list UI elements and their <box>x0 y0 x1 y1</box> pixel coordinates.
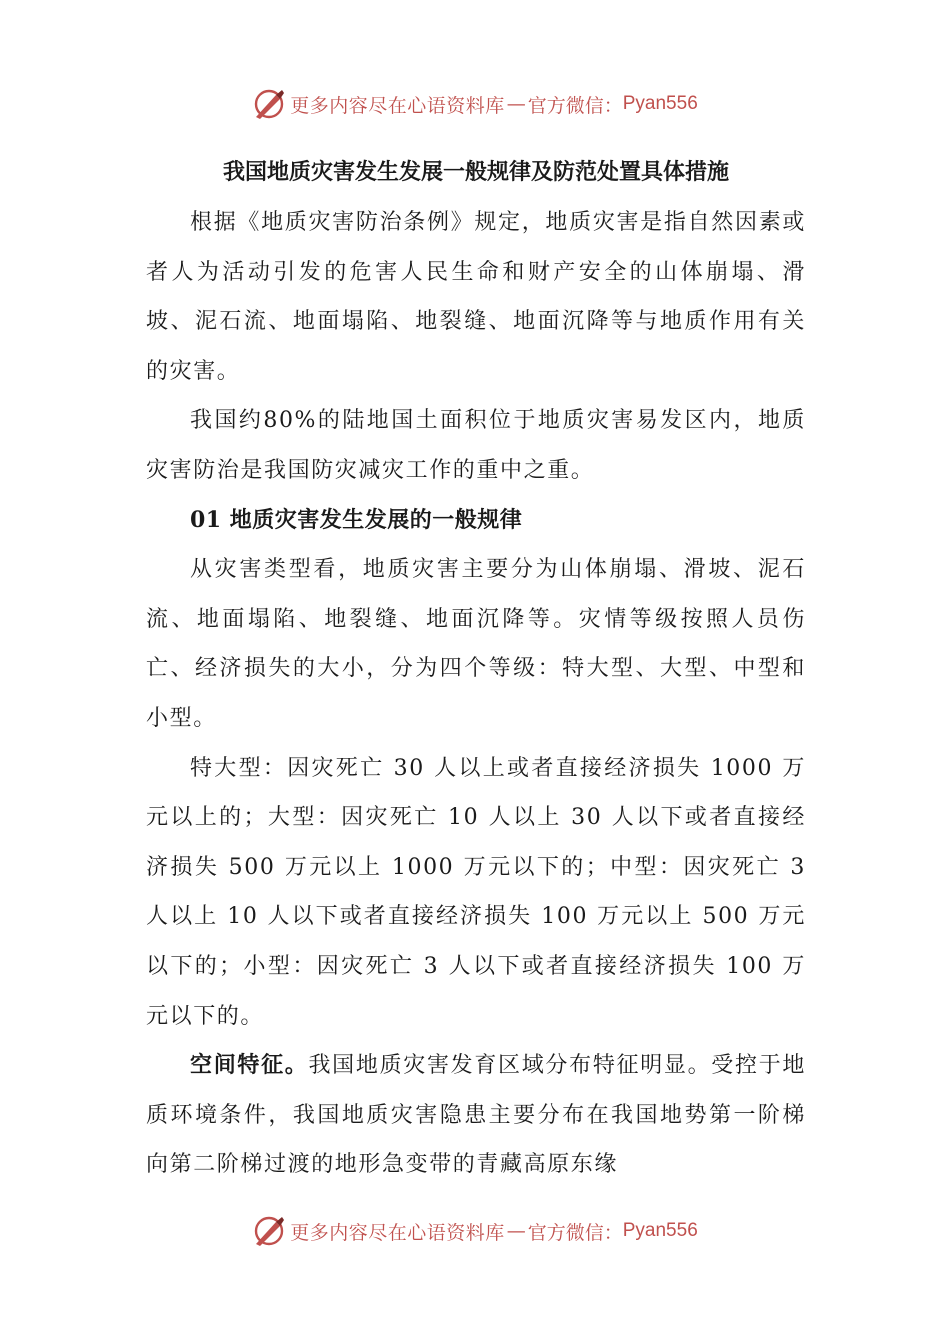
paragraph-disaster-grades: 特大型：因灾死亡 30 人以上或者直接经济损失 1000 万元以上的；大型：因灾死亡 10 人以上 30 人以下或者直接经济损失 500 万元以上 1000 万元以下的；中型：因灾死亡 3 人以上 10 人以下或者直接经济损失 100 万元以上 500 万元以下的；小型：因灾死亡 3 人以下或者直接经济损失 100 万元以下的。 <box>146 755 806 1029</box>
pen-nib-circle-icon <box>252 1214 286 1248</box>
footer-watermark <box>0 1211 950 1251</box>
paragraph-spatial-features <box>146 1041 806 1190</box>
paragraph-disaster-types: 从灾害类型看，地质灾害主要分为山体崩塌、滑坡、泥石流、地面塌陷、地裂缝、地面沉降等。灾情等级按照人员伤亡、经济损失的大小，分为四个等级：特大型、大型、中型和小型。 <box>146 557 806 731</box>
section-heading-01: 01 地质灾害发生发展的一般规律 <box>190 506 523 533</box>
header-watermark <box>0 84 950 124</box>
watermark-wechat-id: Pyan556 <box>622 1220 698 1241</box>
watermark-sub-text: 官方微信： <box>527 1221 623 1244</box>
spatial-features-lead: 空间特征。 <box>190 1052 309 1079</box>
watermark-separator: — <box>506 93 526 115</box>
watermark-separator: — <box>506 1220 526 1242</box>
document-body <box>146 150 806 1190</box>
watermark-sub-text: 官方微信： <box>527 94 623 117</box>
watermark-main-text: 更多内容尽在心语资料库 <box>290 94 505 117</box>
watermark-wechat-id: Pyan556 <box>622 93 698 114</box>
spatial-features-text: 我国地质灾害发育区域分布特征明显。受控于地质环境条件，我国地质灾害隐患主要分布在我国地势第一阶梯向第二阶梯过渡的地形急变带的青藏高原东缘 <box>146 1053 806 1178</box>
document-title: 我国地质灾害发生发展一般规律及防范处置具体措施 <box>222 159 729 185</box>
pen-nib-circle-icon <box>252 87 286 121</box>
paragraph-area-share: 我国约80%的陆地国土面积位于地质灾害易发区内，地质灾害防治是我国防灾减灾工作的重中之重。 <box>146 408 806 483</box>
paragraph-definition: 根据《地质灾害防治条例》规定，地质灾害是指自然因素或者人为活动引发的危害人民生命和财产安全的山体崩塌、滑坡、泥石流、地面塌陷、地裂缝、地面沉降等与地质作用有关的灾害。 <box>146 210 806 384</box>
watermark-main-text: 更多内容尽在心语资料库 <box>290 1221 505 1244</box>
